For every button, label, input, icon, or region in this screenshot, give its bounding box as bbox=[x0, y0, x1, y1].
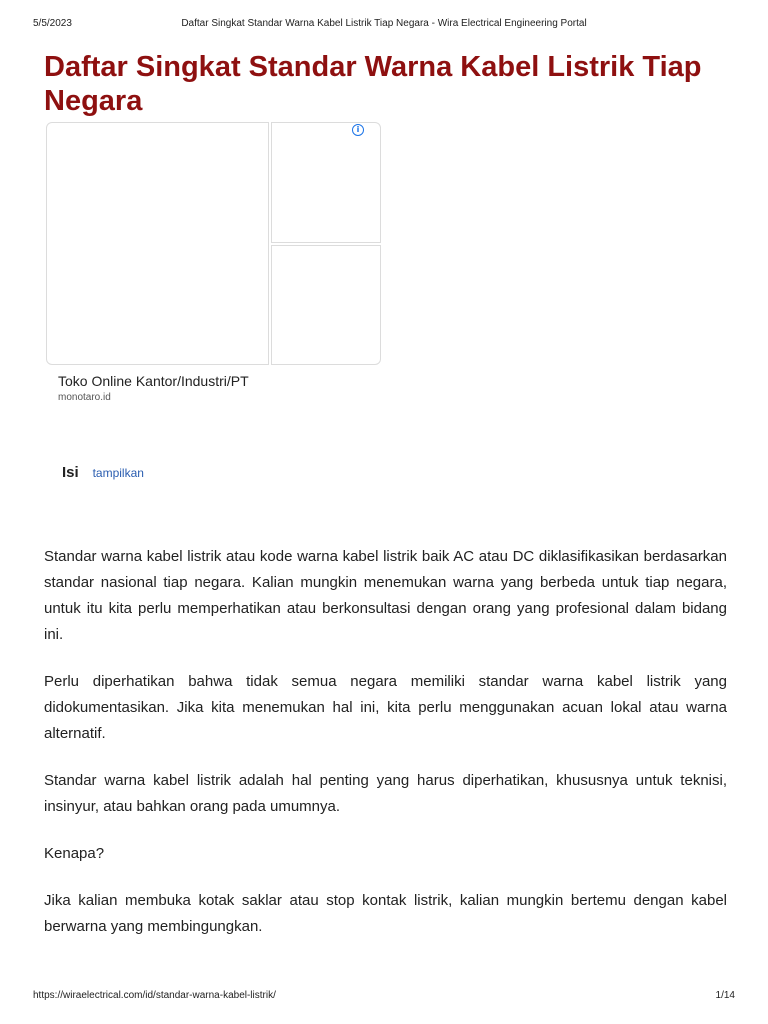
ad-domain: monotaro.id bbox=[58, 392, 111, 403]
toc-label: Isi bbox=[62, 464, 79, 481]
print-url: https://wiraelectrical.com/id/standar-warna-kabel-listrik/ bbox=[33, 990, 276, 1001]
paragraph: Jika kalian membuka kotak saklar atau stop kontak listrik, kalian mungkin bertemu dengan kabel berwarna yang membingungkan. bbox=[44, 892, 727, 935]
article-title: Daftar Singkat Standar Warna Kabel Listrik Tiap Negara bbox=[44, 51, 702, 117]
ad-side-image-bottom[interactable] bbox=[271, 245, 381, 365]
paragraph: Standar warna kabel listrik adalah hal penting yang harus diperhatikan, khususnya untuk teknisi, insinyur, atau bahkan orang pada umumnya. bbox=[44, 772, 727, 815]
print-footer bbox=[33, 990, 735, 1004]
paragraph: Kenapa? bbox=[44, 845, 105, 862]
print-header bbox=[33, 18, 735, 32]
table-of-contents bbox=[62, 464, 144, 481]
print-document-title: Daftar Singkat Standar Warna Kabel Listrik Tiap Negara - Wira Electrical Engineering Portal bbox=[181, 18, 587, 29]
paragraph: Perlu diperhatikan bahwa tidak semua negara memiliki standar warna kabel listrik yang didokumentasikan. Jika kita menemukan hal ini, kita perlu menggunakan acuan lokal atau warna alternatif. bbox=[44, 673, 727, 742]
print-date: 5/5/2023 bbox=[33, 18, 72, 29]
ad-main-image[interactable] bbox=[46, 122, 269, 365]
info-icon[interactable]: i bbox=[352, 124, 364, 136]
page-number: 1/14 bbox=[715, 990, 735, 1001]
paragraph: Standar warna kabel listrik atau kode warna kabel listrik baik AC atau DC diklasifikasikan berdasarkan standar nasional tiap negara. Kalian mungkin menemukan warna yang berbeda untuk tiap negara, untuk itu kita perlu memperhatikan atau berkonsultasi dengan orang yang profesional dalam bidang ini. bbox=[44, 548, 727, 643]
article-body bbox=[44, 544, 727, 961]
ad-caption[interactable] bbox=[58, 373, 378, 403]
ad-headline[interactable]: Toko Online Kantor/Industri/PT bbox=[58, 373, 249, 389]
toc-toggle-link[interactable]: tampilkan bbox=[92, 466, 144, 480]
ad-side-image-top[interactable] bbox=[271, 122, 381, 243]
ad-banner[interactable] bbox=[46, 122, 381, 365]
